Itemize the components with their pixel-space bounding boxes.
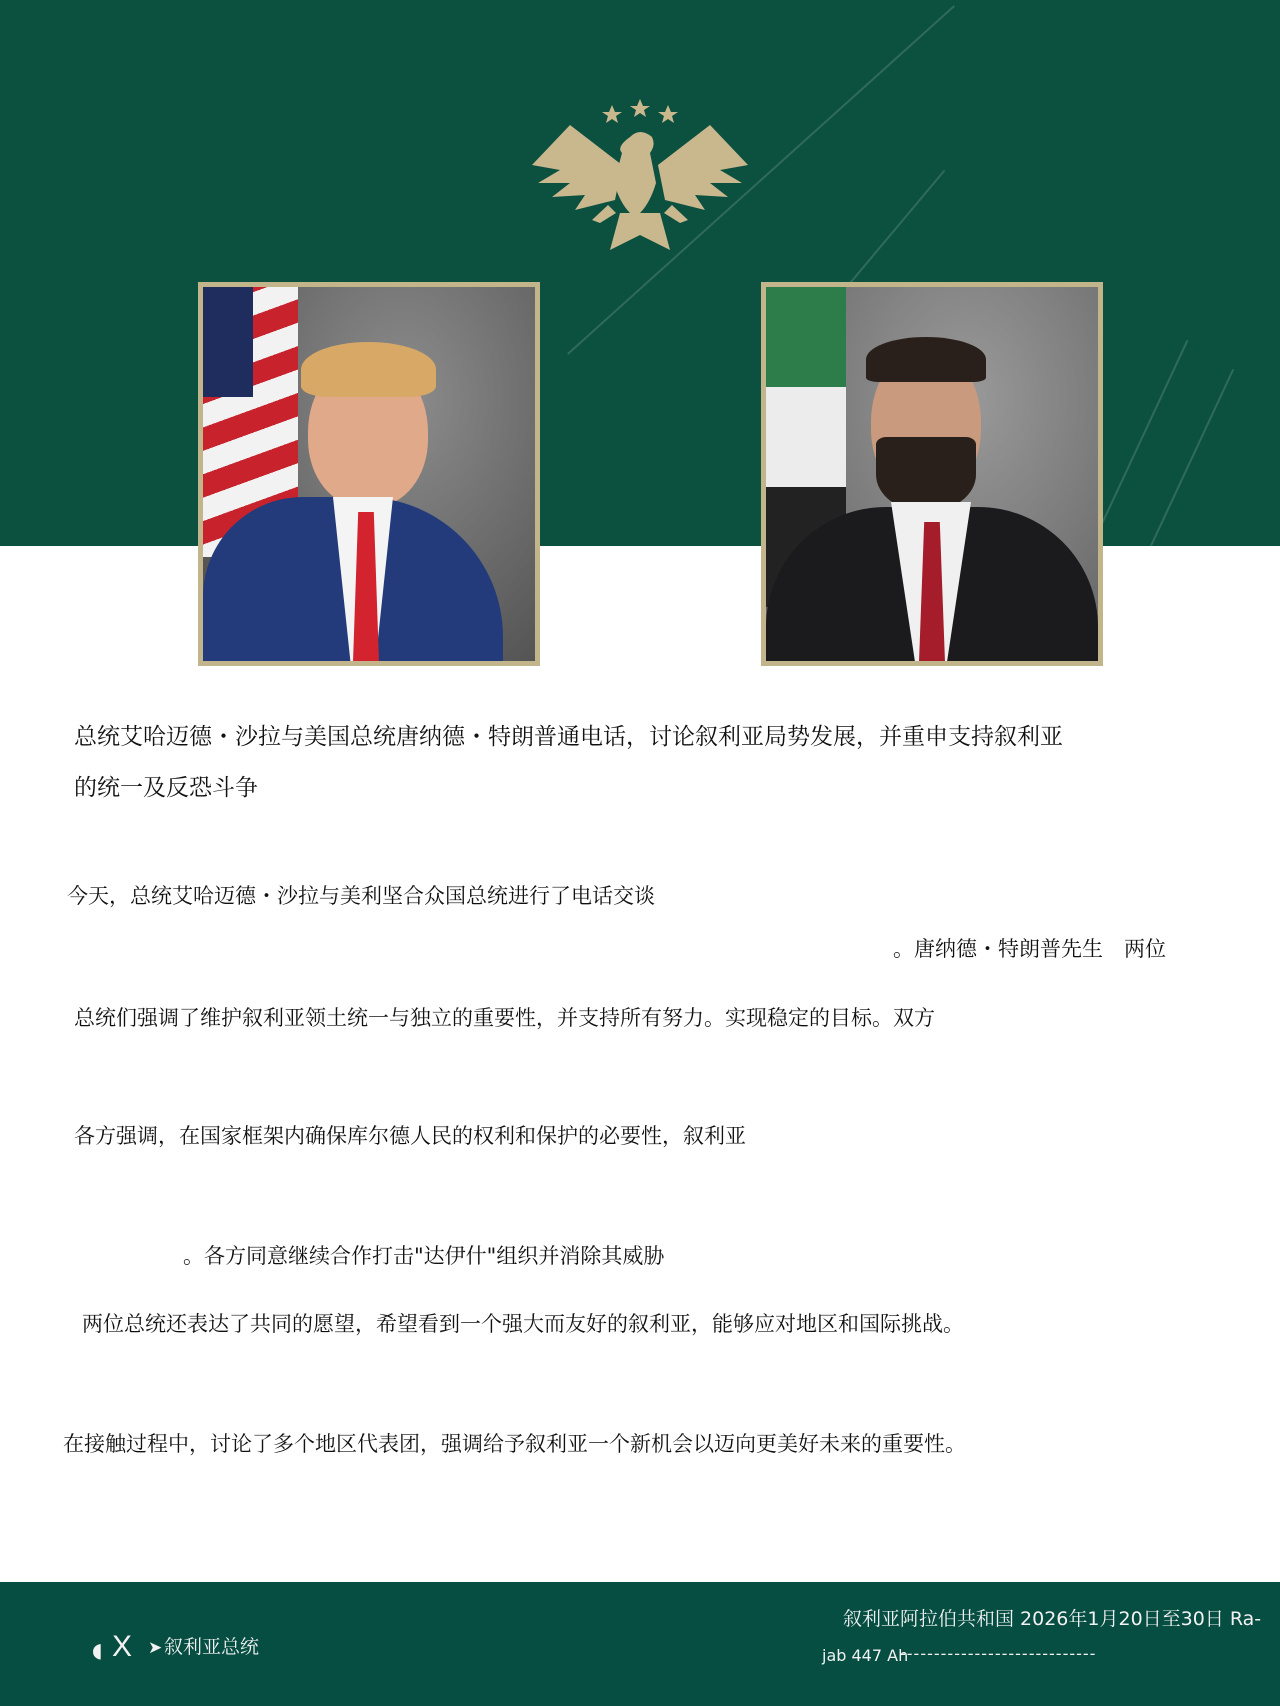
portrait-frame-left	[198, 282, 540, 666]
article-title-line-1: 总统艾哈迈德・沙拉与美国总统唐纳德・特朗普通电话，讨论叙利亚局势发展，并重申支持叙利亚	[74, 724, 1063, 750]
article-title-line-2: 的统一及反恐斗争	[74, 775, 258, 801]
paragraph: 两位总统还表达了共同的愿望，希望看到一个强大而友好的叙利亚，能够应对地区和国际挑战。	[82, 1312, 964, 1336]
social-handle[interactable]: 叙利亚总统	[164, 1636, 260, 1658]
telegram-icon[interactable]: ➤	[148, 1638, 163, 1658]
us-president-portrait	[203, 287, 535, 661]
paragraph: 总统们强调了维护叙利亚领土统一与独立的重要性，并支持所有努力。实现稳定的目标。双方	[74, 1006, 935, 1030]
decor-line	[1094, 340, 1189, 540]
syrian-flag-green	[766, 287, 846, 387]
date-line-2: jab 447 Ah	[822, 1646, 909, 1665]
footer	[0, 1582, 1280, 1706]
paragraph: 今天，总统艾哈迈德・沙拉与美利坚合众国总统进行了电话交谈	[67, 884, 655, 908]
date-line-1: 叙利亚阿拉伯共和国 2026年1月20日至30日 Ra-	[843, 1608, 1262, 1630]
portrait-frame-right	[761, 282, 1103, 666]
paragraph: 各方强调，在国家框架内确保库尔德人民的权利和保护的必要性，叙利亚	[74, 1124, 746, 1148]
eagle-emblem-icon	[530, 95, 750, 255]
paragraph: 。唐纳德・特朗普先生 两位	[893, 937, 1166, 961]
syrian-flag-white	[766, 387, 846, 487]
flag-canton	[203, 287, 253, 397]
beard	[876, 437, 976, 512]
paragraph: 。各方同意继续合作打击"达伊什"组织并消除其威胁	[183, 1244, 665, 1268]
paragraph: 在接触过程中，讨论了多个地区代表团，强调给予叙利亚一个新机会以迈向更美好未来的重要性。	[63, 1432, 966, 1456]
dashed-line: -----------------------------	[900, 1644, 1097, 1663]
x-icon[interactable]: X	[112, 1630, 133, 1663]
hair	[866, 337, 986, 382]
syrian-president-portrait	[766, 287, 1098, 661]
social-icon[interactable]: ◖	[92, 1638, 103, 1662]
hair	[301, 342, 436, 397]
